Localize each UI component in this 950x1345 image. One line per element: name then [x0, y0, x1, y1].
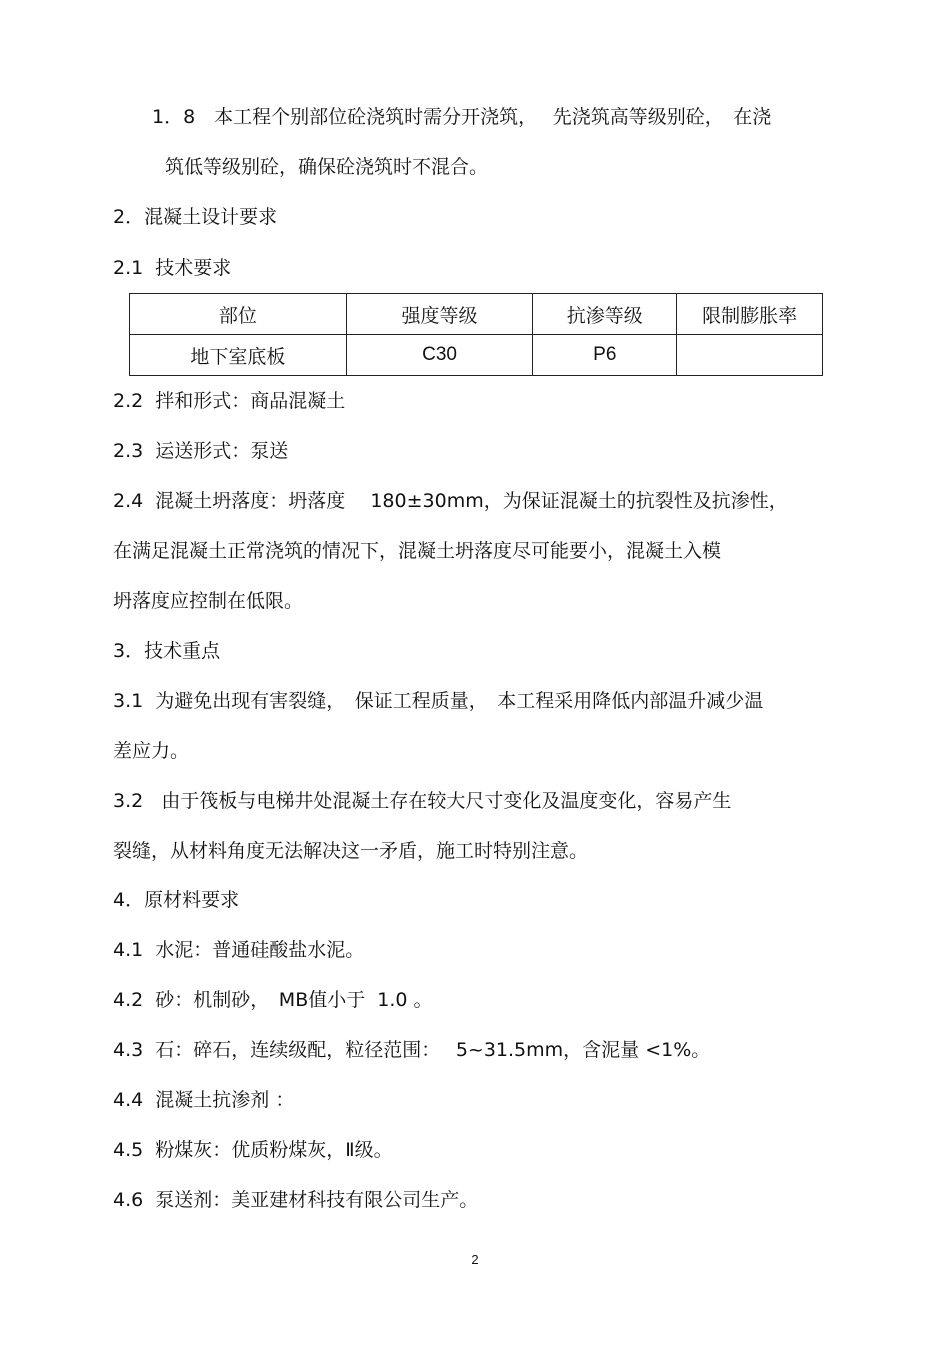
- table-row: [130, 335, 823, 376]
- section-4-2: 4.2 砂：机制砂， MB值小于 1.0 。: [113, 989, 433, 1011]
- section-2-1-heading: 2.1 技术要求: [113, 257, 232, 279]
- table-cell: 地下室底板: [130, 335, 347, 376]
- table-header-cell: 强度等级: [346, 294, 533, 335]
- table-cell: C30: [346, 335, 533, 376]
- table-cell: [677, 335, 823, 376]
- table-cell: P6: [533, 335, 677, 376]
- section-2-4-line3: 坍落度应控制在低限。: [113, 590, 304, 612]
- section-4-6: 4.6 泵送剂：美亚建材科技有限公司生产。: [113, 1189, 479, 1211]
- section-4-3: 4.3 石：碎石，连续级配，粒径范围： 5~31.5mm，含泥量 <1%。: [113, 1039, 711, 1061]
- table-header-row: [130, 294, 823, 335]
- table-header-cell: 限制膨胀率: [677, 294, 823, 335]
- section-4-4: 4.4 混凝土抗渗剂 ：: [113, 1089, 295, 1111]
- section-2-3: 2.3 运送形式：泵送: [113, 440, 289, 462]
- section-3-heading: 3．技术重点: [113, 640, 221, 662]
- section-3-2-line2: 裂缝，从材料角度无法解决这一矛盾，施工时特别注意。: [113, 840, 589, 862]
- table-header-cell: 部位: [130, 294, 347, 335]
- section-3-1-line2: 差应力。: [113, 740, 190, 762]
- technical-requirements-table: [129, 293, 823, 376]
- section-2-heading: 2．混凝土设计要求: [113, 206, 278, 228]
- paragraph-1-8-line2: 筑低等级别砼，确保砼浇筑时不混合。: [165, 156, 489, 178]
- section-2-4-line1: 2.4 混凝土坍落度：坍落度 180±30mm，为保证混凝土的抗裂性及抗渗性，: [113, 490, 788, 512]
- section-3-2-line1: 3.2 由于筏板与电梯井处混凝土存在较大尺寸变化及温度变化，容易产生: [113, 790, 732, 812]
- section-2-4-line2: 在满足混凝土正常浇筑的情况下，混凝土坍落度尽可能要小，混凝土入模: [113, 540, 722, 562]
- section-4-heading: 4．原材料要求: [113, 889, 240, 911]
- table-header-cell: 抗渗等级: [533, 294, 677, 335]
- section-4-5: 4.5 粉煤灰：优质粉煤灰，Ⅱ级。: [113, 1139, 393, 1161]
- section-3-1-line1: 3.1 为避免出现有害裂缝， 保证工程质量， 本工程采用降低内部温升减少温: [113, 690, 764, 712]
- section-2-2: 2.2 拌和形式：商品混凝土: [113, 390, 346, 412]
- paragraph-1-8-line1: 1．8 本工程个别部位砼浇筑时需分开浇筑， 先浇筑高等级别砼， 在浇: [152, 106, 772, 128]
- page-number: 2: [471, 1252, 479, 1267]
- section-4-1: 4.1 水泥：普通硅酸盐水泥。: [113, 939, 365, 961]
